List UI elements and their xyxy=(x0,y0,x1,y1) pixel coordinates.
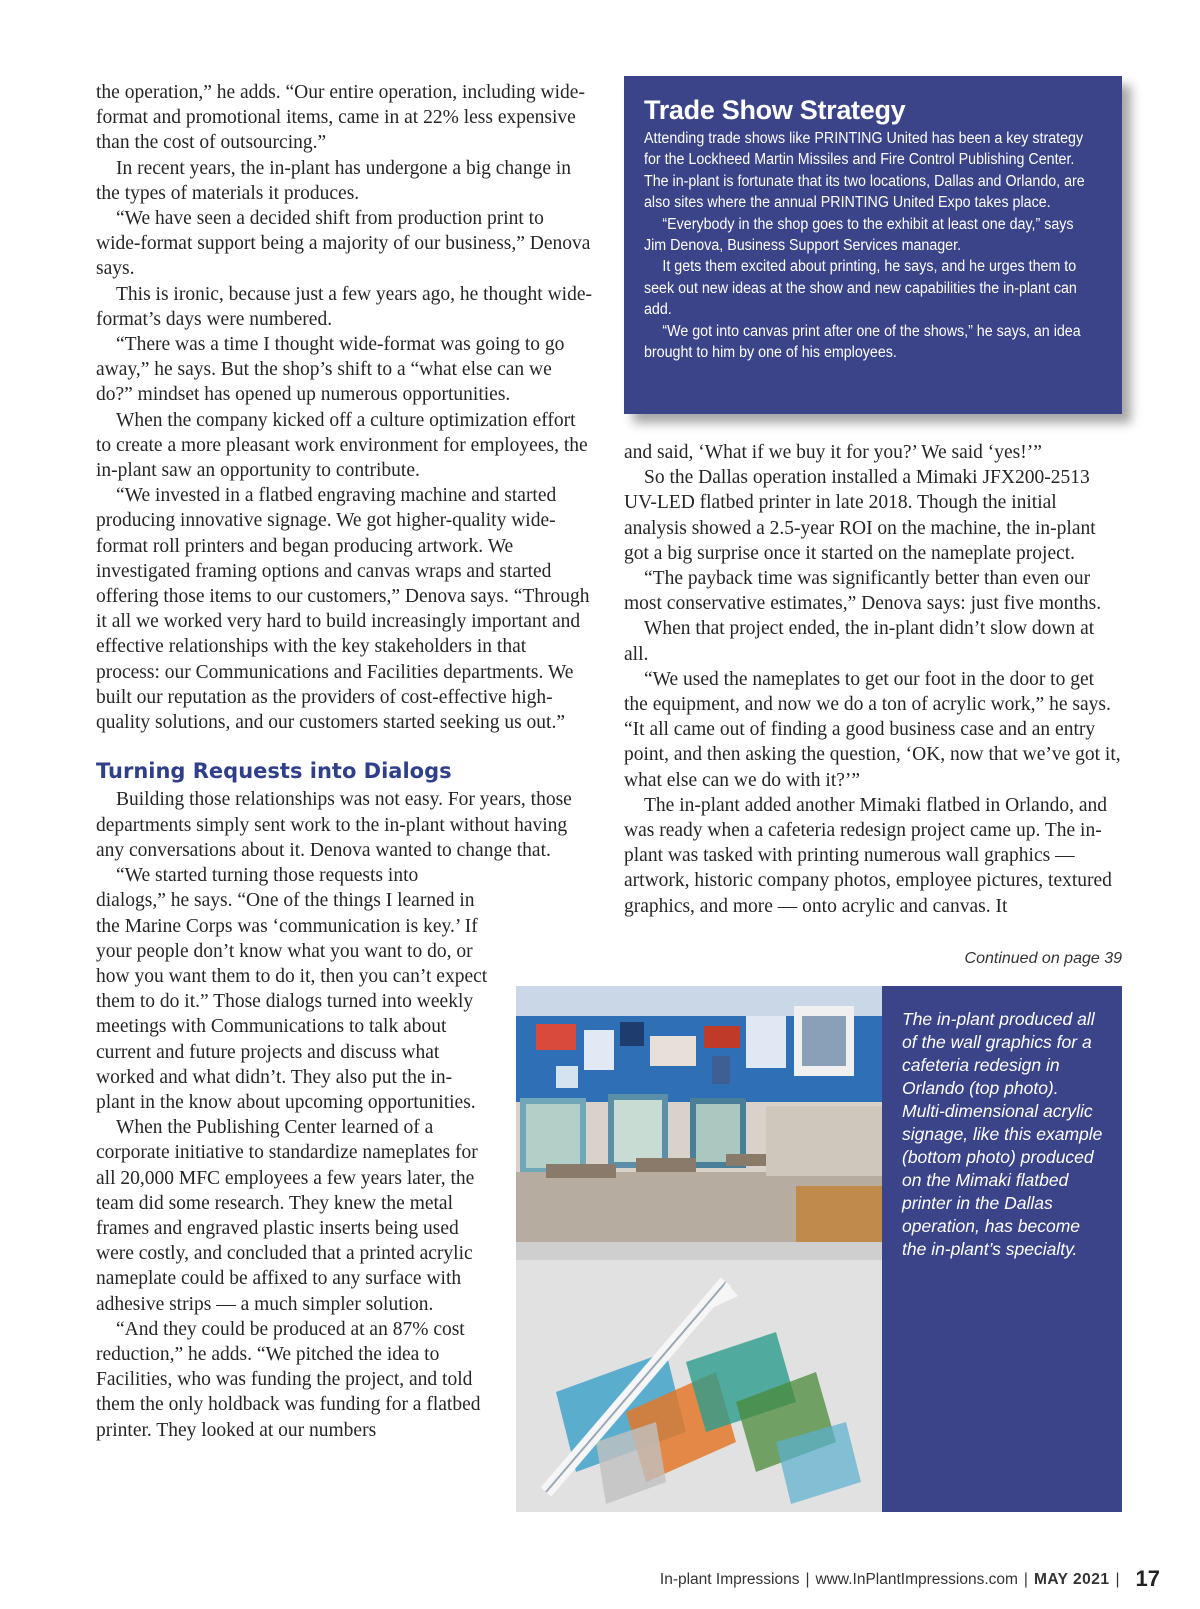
footer-issue: MAY 2021 xyxy=(1033,1571,1110,1588)
photo-block xyxy=(516,986,1122,1512)
right-paragraph: So the Dallas operation installed a Mimaki JFX200-2513 UV-LED flatbed printer in late 2018. Though the initial analysis showed a 2.5-year ROI on the machine, the in-plant got a big surprise once it started on the nameplate project. xyxy=(624,467,1096,564)
section-subhead: Turning Requests into Dialogs xyxy=(96,759,452,784)
right-paragraph: The in-plant added another Mimaki flatbed in Orlando, and was ready when a cafeteria redesign project came up. The in-plant was tasked with printing numerous wall graphics — artwork, historic company photos, employee pictures, textured graphics, and more — onto acrylic and canvas. It xyxy=(624,794,1112,917)
left-paragraph: When the company kicked off a culture optimization effort to create a more pleasant work environment for employees, the in-plant saw an opportunity to contribute. xyxy=(96,409,588,482)
page-footer xyxy=(400,1566,1160,1592)
sidebar-paragraph: “We got into canvas print after one of the shows,” he says, an idea brought to him by one of his employees. xyxy=(644,322,1081,362)
right-column xyxy=(624,440,1122,919)
footer-website[interactable]: www.InPlantImpressions.com xyxy=(815,1571,1018,1588)
footer-publication: In-plant Impressions xyxy=(659,1571,800,1588)
left-paragraph: “We have seen a decided shift from production print to wide-format support being a majority of our business,” Denova says. xyxy=(96,208,591,280)
left-paragraph: Building those relationships was not easy. For years, those departments simply sent work to the in-plant without having any conversations about it. Denova wanted to change that. xyxy=(96,789,572,861)
sidebar-paragraph: It gets them excited about printing, he says, and he urges them to seek out new ideas at the show and new capabilities the in-plant can add. xyxy=(644,258,1077,319)
footer-separator: | xyxy=(805,1571,810,1588)
sidebar-paragraph: Attending trade shows like PRINTING United has been a key strategy for the Lockheed Martin Missiles and Fire Control Publishing Center. The in-plant is fortunate that its two locations, Dallas and Orlando, are also sites where the annual PRINTING United Expo takes place. xyxy=(644,130,1085,212)
footer-separator: | xyxy=(1115,1571,1120,1588)
sidebar-title: Trade Show Strategy xyxy=(644,95,906,125)
left-column-wide-text xyxy=(96,787,592,863)
trade-show-sidebar xyxy=(624,76,1122,414)
left-column-narrow-text xyxy=(96,863,488,1443)
sidebar-paragraph: “Everybody in the shop goes to the exhibit at least one day,” says Jim Denova, Business Support Services manager. xyxy=(644,215,1074,255)
right-paragraph: When that project ended, the in-plant didn’t slow down at all. xyxy=(624,618,1095,665)
right-paragraph: and said, ‘What if we buy it for you?’ We said ‘yes!’” xyxy=(624,442,1042,463)
left-paragraph: “We invested in a flatbed engraving machine and started producing innovative signage. We got higher-quality wide-format roll printers and began producing artwork. We investigated framing options and canvas wraps and started offering those items to our customers,” Denova says. “Through it all we worked very hard to build increasingly important and effective relationships with the key stakeholders in that process: our Communications and Facilities departments. We built our reputation as the providers of cost-effective high-quality solutions, and our customers started seeking us out.” xyxy=(96,485,590,734)
right-paragraph: “The payback time was significantly better than even our most conservative estimates,” Denova says: just five months. xyxy=(624,568,1102,615)
left-column-top-text xyxy=(96,80,592,735)
footer-separator: | xyxy=(1023,1571,1028,1588)
left-paragraph: “We started turning those requests into dialogs,” he says. “One of the things I learned in the Marine Corps was ‘communication is key.’ If your people don’t know what you want to do, or how you want them to do it, then you can’t expect them to do it.” Those dialogs turned into weekly meetings with Communications to talk about current and future projects and discuss what worked and what didn’t. They also put the in-plant in the know about upcoming opportunities. xyxy=(96,865,488,1113)
right-paragraph: “We used the nameplates to get our foot in the door to get the equipment, and now we do a ton of acrylic work,” he says. “It all came out of finding a good business case and an entry point, and then asking the question, ‘OK, now that we’ve got it, what else can we do with it?’” xyxy=(624,668,1121,791)
cafeteria-photo xyxy=(516,986,882,1242)
left-paragraph: “There was a time I thought wide-format was going to go away,” he says. But the shop’s shift to a “what else can we do?” mindset has opened up numerous opportunities. xyxy=(96,334,565,406)
acrylic-signage-photo xyxy=(516,1242,882,1512)
left-paragraph: When the Publishing Center learned of a corporate initiative to standardize nameplates for all 20,000 MFC employees a few years later, the team did some research. They knew the metal frames and engraved plastic inserts being used were costly, and concluded that a printed acrylic nameplate could be affixed to any surface with adhesive strips — a much simpler solution. xyxy=(96,1117,478,1315)
left-paragraph: the operation,” he adds. “Our entire operation, including wide-format and promotional items, came in at 22% less expensive than the cost of outsourcing.” xyxy=(96,82,585,154)
photo-caption: The in-plant produced all of the wall graphics for a cafeteria redesign in Orlando (top photo). Multi-dimensional acrylic signage, like this example (bottom photo) produced on the Mimaki flatbed printer in the Dallas operation, has become the in-plant’s specialty. xyxy=(902,1009,1103,1259)
left-paragraph: “And they could be produced at an 87% cost reduction,” he adds. “We pitched the idea to Facilities, who was funding the project, and told them the only holdback was funding for a flatbed printer. They looked at our numbers xyxy=(96,1318,481,1441)
left-paragraph: In recent years, the in-plant has undergone a big change in the types of materials it produces. xyxy=(96,157,572,204)
photo-caption-box xyxy=(882,986,1122,1512)
page-number: 17 xyxy=(1135,1566,1160,1591)
continued-on-page: Continued on page 39 xyxy=(964,950,1122,967)
left-paragraph: This is ironic, because just a few years ago, he thought wide-format’s days were numbered. xyxy=(96,283,592,330)
